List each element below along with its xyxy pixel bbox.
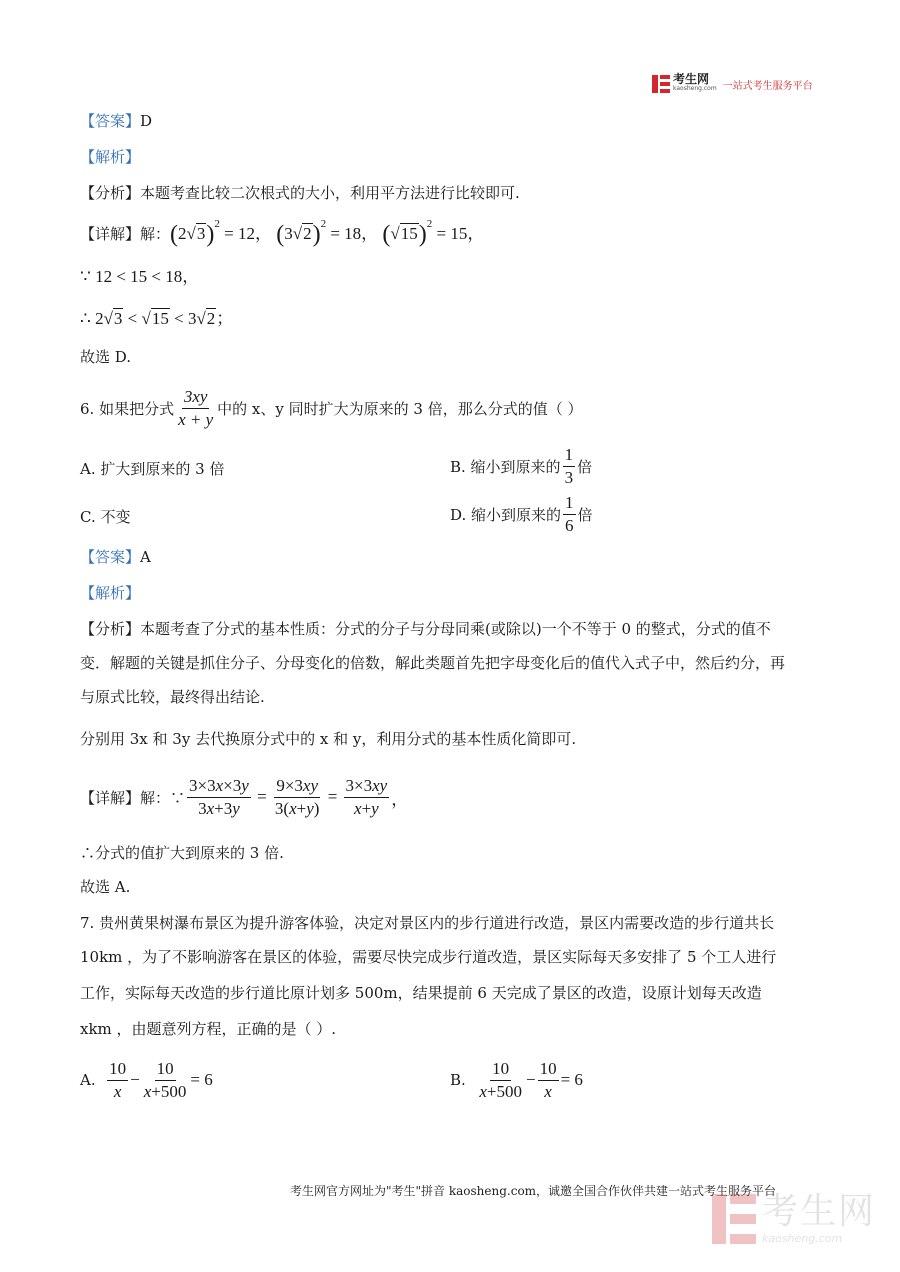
- header-slogan: 一站式考生服务平台: [722, 80, 813, 92]
- q6-fenxi-line1: 【分析】本题考查了分式的基本性质：分式的分子与分母同乘(或除以)一个不等于 0 的整式，分式的值不: [80, 620, 771, 638]
- q5-because: ∵ 12 < 15 < 18，: [80, 267, 200, 286]
- fenxi-text: 本题考查比较二次根式的大小，利用平方法进行比较即可.: [140, 184, 520, 202]
- header-logo: [652, 74, 813, 94]
- answer-value: D: [140, 112, 153, 130]
- detail-prefix: 解：: [140, 224, 171, 243]
- q6-fenxi-line2: 变．解题的关键是抓住分子、分母变化的倍数，解此类题首先把字母变化后的值代入式子中，然后约分，再: [80, 654, 786, 672]
- q6-stem-fraction: $\frac{3xy}{x + y}$: [178, 386, 214, 429]
- analysis-tag: 【解析】: [80, 148, 141, 166]
- q6-answer-line: 【答案】A: [80, 548, 151, 566]
- q7-option-b: B. $\frac{10}{x+500}$ − $\frac{10}{x}$ = 6: [450, 1058, 583, 1101]
- q6-detail: 【详解】 解：∵ $\frac{3\times 3x\times 3y}{3x+3y}$ = $\frac{9\times 3xy}{3(x+y)}$ = $\frac{3\times 3xy}{x+y}$ ，: [80, 775, 409, 818]
- q5-detail: [80, 216, 484, 250]
- q6-conclusion: 故选 A.: [80, 878, 131, 896]
- answer-tag: 【答案】: [80, 112, 141, 130]
- q6-option-a: A. 扩大到原来的 3 倍: [80, 460, 225, 478]
- q7-line4: xkm ，由题意列方程，正确的是（ ）.: [80, 1020, 337, 1038]
- q5-fenxi: [80, 182, 520, 203]
- fenxi-tag: 【分析】: [80, 184, 141, 202]
- q6-therefore: ∴分式的值扩大到原来的 3 倍.: [80, 844, 284, 862]
- q7-line2: 10km ，为了不影响游客在景区的体验，需要尽快完成步行道改造，景区实际每天多安排了 5 个工人进行: [80, 948, 777, 966]
- q6-option-d: D. 缩小到原来的 $\frac{1}{6}$ 倍: [450, 492, 593, 535]
- logo-url: kaosheng.com: [673, 85, 717, 92]
- q6-stem-suffix: 中的 x、y 同时扩大为原来的 3 倍，那么分式的值（ ）: [217, 399, 583, 418]
- q5-answer-line: [80, 110, 152, 131]
- q7-option-a: A. $\frac{10}{x}$ − $\frac{10}{x+500}$ = 6: [80, 1058, 213, 1101]
- q6-method: 分别用 3x 和 3y 去代换原分式中的 x 和 y，利用分式的基本性质化简即可.: [80, 730, 577, 748]
- detail-tag: 【详解】: [80, 224, 141, 243]
- footer-text: 考生网官方网址为"考生"拼音 kaosheng.com，诚邀全国合作伙伴共建一站式考生服务平台: [290, 1184, 777, 1198]
- q7-line3: 工作，实际每天改造的步行道比原计划多 500m，结果提前 6 天完成了景区的改造，设原计划每天改造: [80, 984, 762, 1002]
- q6-stem-prefix: 6. 如果把分式: [80, 399, 175, 418]
- q6-stem: [80, 386, 582, 430]
- watermark: 考生网 kaosheng.com: [712, 1192, 876, 1245]
- q6-analysis-tag: 【解析】: [80, 584, 141, 602]
- q5-conclusion: 故选 D.: [80, 348, 132, 366]
- kaosheng-logo-icon: [652, 75, 670, 93]
- q6-option-b: B. 缩小到原来的 $\frac{1}{3}$ 倍: [450, 444, 593, 487]
- logo-text: 考生网: [673, 72, 710, 86]
- q5-squares-equation: $(2√3)^2 = 12$， $(3√2)^2 = 18$， $(√15)^2 = 15$，: [170, 217, 485, 248]
- q6-option-c: C. 不变: [80, 508, 131, 526]
- q6-detail-equation: $\frac{3\times 3x\times 3y}{3x+3y}$ = $\frac{9\times 3xy}{3(x+y)}$ = $\frac{3\times 3xy}{x+y}$ ，: [189, 775, 409, 818]
- watermark-logo-icon: [712, 1194, 756, 1244]
- q5-therefore: ∴ 2√3 < √15 < 3√2；: [80, 309, 234, 328]
- q6-fenxi-line3: 与原式比较，最终得出结论.: [80, 688, 265, 706]
- q7-line1: 7. 贵州黄果树瀑布景区为提升游客体验，决定对景区内的步行道进行改造，景区内需要改造的步行道共长: [80, 914, 775, 932]
